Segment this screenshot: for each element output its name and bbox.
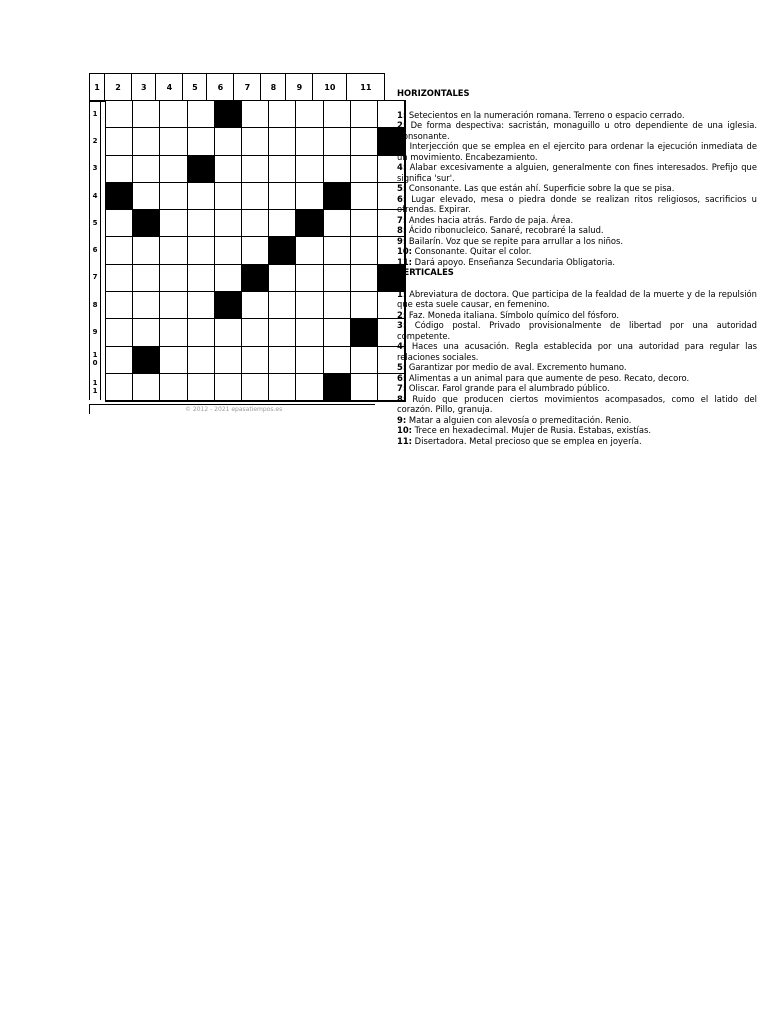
clue-text: Consonante. Quitar el color. — [412, 246, 532, 256]
vertical-clue-list — [397, 289, 757, 447]
clue-item — [397, 415, 757, 426]
clue-text: Ruido que producen ciertos movimientos acompasados, como el latido del corazón. Pillo, granuja. — [397, 393, 757, 414]
clue-item — [397, 341, 757, 362]
black-cell — [324, 374, 351, 401]
clue-number: 7: — [397, 214, 407, 225]
grid-cell[interactable] — [106, 210, 133, 237]
clue-number: 4: — [397, 341, 407, 351]
grid-cell[interactable] — [160, 156, 187, 183]
grid-cell[interactable] — [215, 156, 242, 183]
column-number: 2 — [105, 73, 132, 100]
copyright-text: © 2012 - 2021 epasatiempos.es — [185, 406, 283, 413]
clue-item — [397, 141, 757, 162]
grid-cell[interactable] — [296, 156, 323, 183]
grid-cell[interactable] — [324, 319, 351, 346]
row-number: 2 — [92, 136, 98, 145]
grid-cell[interactable] — [188, 183, 215, 210]
grid-cell[interactable] — [160, 210, 187, 237]
grid-cell[interactable] — [188, 210, 215, 237]
grid-cell[interactable] — [215, 347, 242, 374]
clue-item — [397, 236, 757, 247]
clue-number: 5: — [397, 362, 407, 372]
black-cell — [242, 265, 269, 292]
grid-cell[interactable] — [296, 237, 323, 264]
column-number: 9 — [286, 73, 313, 100]
clue-number: 5: — [397, 183, 407, 193]
grid-cell[interactable] — [160, 101, 187, 128]
grid-cell[interactable] — [269, 156, 296, 183]
grid-cell[interactable] — [296, 347, 323, 374]
clue-text: Garantizar por medio de aval. Excremento humano. — [406, 362, 627, 372]
grid-cell[interactable] — [351, 128, 378, 155]
grid-cell[interactable] — [351, 237, 378, 264]
column-number: 10 — [313, 73, 347, 100]
grid-cell[interactable] — [188, 374, 215, 401]
black-cell — [351, 319, 378, 346]
grid-cell[interactable] — [106, 101, 133, 128]
grid-cell[interactable] — [324, 237, 351, 264]
column-number: 6 — [207, 73, 234, 100]
grid-cell[interactable] — [242, 374, 269, 401]
clue-text: Código postal. Privado provisionalmente de libertad por una autoridad competente. — [397, 320, 757, 341]
grid-cell[interactable] — [296, 292, 323, 319]
grid-cell[interactable] — [351, 183, 378, 210]
column-number: 3 — [132, 73, 156, 100]
clue-text: Andes hacia atrás. Fardo de paja. Área. — [406, 214, 574, 225]
grid-cell[interactable] — [242, 156, 269, 183]
grid-cell[interactable] — [242, 319, 269, 346]
grid-cell[interactable] — [133, 128, 160, 155]
clue-number: 10: — [397, 246, 413, 256]
grid-cell[interactable] — [106, 128, 133, 155]
grid-cell[interactable] — [324, 292, 351, 319]
grid-cell[interactable] — [242, 210, 269, 237]
clue-item — [397, 194, 757, 215]
clue-item — [397, 183, 757, 194]
grid-cell[interactable] — [106, 292, 133, 319]
grid-cell[interactable] — [160, 183, 187, 210]
clue-item — [397, 373, 757, 384]
black-cell — [269, 237, 296, 264]
clue-number: 7: — [397, 383, 407, 393]
clue-text: Abreviatura de doctora. Que participa de la fealdad de la muerte y de la repulsión que esta suele causar, en femenino. — [397, 288, 757, 309]
clue-item — [397, 215, 757, 226]
clue-item — [397, 362, 757, 373]
grid-cell[interactable] — [242, 347, 269, 374]
black-cell — [215, 292, 242, 319]
clue-number: 11: — [397, 435, 413, 446]
grid-cell[interactable] — [324, 128, 351, 155]
row-number: 9 — [92, 328, 98, 337]
horizontal-clue-list — [397, 110, 757, 268]
clue-number: 10: — [397, 425, 413, 435]
grid-cell[interactable] — [296, 265, 323, 292]
grid-cell[interactable] — [133, 183, 160, 210]
grid-cell[interactable] — [106, 347, 133, 374]
grid-cell[interactable] — [324, 101, 351, 128]
grid-cell[interactable] — [106, 319, 133, 346]
grid-cell[interactable] — [160, 128, 187, 155]
grid-cell[interactable] — [351, 347, 378, 374]
grid-cell[interactable] — [106, 237, 133, 264]
grid-cell[interactable] — [133, 374, 160, 401]
grid-cell[interactable] — [242, 101, 269, 128]
row-number: 3 — [92, 164, 98, 173]
grid-cell[interactable] — [324, 265, 351, 292]
black-cell — [106, 183, 133, 210]
grid-cell[interactable] — [188, 292, 215, 319]
grid-cell[interactable] — [215, 237, 242, 264]
grid-cell[interactable] — [242, 292, 269, 319]
clue-item — [397, 310, 757, 321]
column-number: 4 — [156, 73, 183, 100]
clues-panel — [397, 88, 757, 446]
clue-item — [397, 257, 757, 268]
grid-cell[interactable] — [269, 210, 296, 237]
grid-cell[interactable] — [324, 210, 351, 237]
grid-cell[interactable] — [215, 319, 242, 346]
clue-number: 9: — [397, 414, 407, 425]
black-cell — [324, 183, 351, 210]
grid-cell[interactable] — [215, 128, 242, 155]
grid-cell[interactable] — [269, 374, 296, 401]
clue-text: Setecientos en la numeración romana. Terreno o espacio cerrado. — [406, 109, 685, 120]
row-number: 6 — [92, 246, 98, 255]
grid-cell[interactable] — [133, 101, 160, 128]
grid-cell[interactable] — [133, 319, 160, 346]
grid-cell[interactable] — [188, 265, 215, 292]
grid-cell[interactable] — [160, 347, 187, 374]
clue-text: Alimentas a un animal para que aumente de peso. Recato, decoro. — [406, 372, 690, 383]
grid-cell[interactable] — [269, 292, 296, 319]
row-number: 7 — [92, 273, 98, 282]
grid-footer — [89, 404, 375, 414]
row-number: 1 0 — [92, 351, 98, 368]
clue-number: 6: — [397, 372, 407, 383]
clue-number: 1: — [397, 109, 407, 120]
column-number: 1 — [89, 73, 105, 100]
row-number: 8 — [92, 300, 98, 309]
grid-cell[interactable] — [351, 210, 378, 237]
clue-text: Alabar excesivamente a alguien, generalmente con fines interesados. Prefijo que significa 'sur'. — [397, 162, 757, 183]
grid-cell[interactable] — [351, 292, 378, 319]
black-cell — [133, 347, 160, 374]
clue-item — [397, 162, 757, 183]
crossword-grid — [105, 100, 406, 402]
clue-text: Dará apoyo. Enseñanza Secundaria Obligatoria. — [412, 256, 616, 267]
grid-cell[interactable] — [188, 237, 215, 264]
clue-text: De forma despectiva: sacristán, monaguillo u otro dependiente de una iglesia. Consonante. — [397, 120, 757, 141]
grid-cell[interactable] — [215, 374, 242, 401]
clue-item — [397, 425, 757, 436]
grid-cell[interactable] — [215, 210, 242, 237]
black-cell — [296, 210, 323, 237]
grid-cell[interactable] — [269, 347, 296, 374]
clue-text: Trece en hexadecimal. Mujer de Rusia. Estabas, existías. — [412, 425, 652, 435]
grid-cell[interactable] — [351, 101, 378, 128]
clue-item — [397, 394, 757, 415]
grid-cell[interactable] — [351, 156, 378, 183]
grid-cell[interactable] — [269, 101, 296, 128]
horizontal-clues-title: HORIZONTALES — [397, 88, 470, 98]
clue-item — [397, 383, 757, 394]
clue-text: Lugar elevado, mesa o piedra donde se realizan ritos religiosos, sacrificios u ofrendas. Expirar. — [397, 193, 757, 214]
grid-cell[interactable] — [133, 237, 160, 264]
grid-cell[interactable] — [351, 265, 378, 292]
clue-text: Consonante. Las que están ahí. Superficie sobre la que se pisa. — [406, 183, 675, 193]
clue-text: Oliscar. Farol grande para el alumbrado público. — [406, 383, 610, 393]
grid-cell[interactable] — [269, 183, 296, 210]
clue-text: Ácido ribonucleico. Sanaré, recobraré la salud. — [406, 225, 604, 235]
grid-cell[interactable] — [215, 265, 242, 292]
row-number: 1 — [92, 109, 98, 118]
grid-cell[interactable] — [133, 156, 160, 183]
grid-cell[interactable] — [296, 374, 323, 401]
grid-cell[interactable] — [188, 319, 215, 346]
grid-cell[interactable] — [188, 101, 215, 128]
grid-cell[interactable] — [242, 237, 269, 264]
grid-cell[interactable] — [242, 183, 269, 210]
grid-cell[interactable] — [269, 128, 296, 155]
grid-cell[interactable] — [296, 183, 323, 210]
grid-cell[interactable] — [160, 237, 187, 264]
grid-cell[interactable] — [296, 128, 323, 155]
grid-cell[interactable] — [106, 156, 133, 183]
clue-number: 2: — [397, 309, 407, 320]
grid-cell[interactable] — [215, 183, 242, 210]
clue-item — [397, 436, 757, 447]
clue-number: 3: — [397, 320, 407, 330]
grid-cell[interactable] — [133, 265, 160, 292]
clue-number: 3: — [397, 141, 407, 151]
grid-cell[interactable] — [324, 347, 351, 374]
black-cell — [215, 101, 242, 128]
clue-number: 9: — [397, 235, 407, 246]
grid-cell[interactable] — [106, 374, 133, 401]
grid-cell[interactable] — [160, 319, 187, 346]
column-number: 8 — [261, 73, 286, 100]
clue-item — [397, 225, 757, 236]
black-cell — [133, 210, 160, 237]
clue-number: 11: — [397, 256, 413, 267]
clue-text: Interjección que se emplea en el ejercito para ordenar la ejecución inmediata de un movimiento. Encabezamiento. — [397, 141, 757, 162]
clue-item — [397, 320, 757, 341]
grid-cell[interactable] — [160, 292, 187, 319]
clue-item — [397, 246, 757, 257]
grid-cell[interactable] — [242, 128, 269, 155]
grid-cell[interactable] — [296, 101, 323, 128]
clue-item — [397, 110, 757, 121]
column-number: 5 — [183, 73, 207, 100]
grid-cell[interactable] — [188, 347, 215, 374]
grid-cell[interactable] — [188, 128, 215, 155]
clue-number: 4: — [397, 162, 407, 172]
black-cell — [188, 156, 215, 183]
clue-text: Haces una acusación. Regla establecida por una autoridad para regular las relaciones sociales. — [397, 341, 757, 362]
row-number: 4 — [92, 191, 98, 200]
clue-number: 8: — [397, 225, 407, 235]
clue-text: Matar a alguien con alevosía o premeditación. Renio. — [406, 414, 632, 425]
clue-text: Faz. Moneda italiana. Símbolo químico del fósforo. — [406, 309, 620, 320]
grid-cell[interactable] — [296, 319, 323, 346]
clue-number: 6: — [397, 193, 407, 204]
column-number-header — [89, 73, 385, 102]
grid-cell[interactable] — [106, 265, 133, 292]
grid-cell[interactable] — [269, 265, 296, 292]
vertical-clues-title: VERTICALES — [397, 267, 454, 277]
clue-number: 8: — [397, 393, 407, 404]
grid-cell[interactable] — [160, 265, 187, 292]
row-number: 5 — [92, 218, 98, 227]
row-number-column — [89, 100, 101, 400]
column-number: 7 — [234, 73, 261, 100]
clue-number: 2: — [397, 120, 407, 130]
column-number: 11 — [347, 73, 385, 100]
row-number: 1 1 — [92, 378, 98, 395]
clue-number: 1: — [397, 288, 407, 299]
clue-item — [397, 120, 757, 141]
grid-cell[interactable] — [133, 292, 160, 319]
grid-cell[interactable] — [324, 156, 351, 183]
grid-cell[interactable] — [269, 319, 296, 346]
grid-cell[interactable] — [351, 374, 378, 401]
clue-text: Disertadora. Metal precioso que se emplea en joyería. — [412, 435, 642, 446]
clue-item — [397, 289, 757, 310]
clue-text: Bailarín. Voz que se repite para arrullar a los niños. — [406, 235, 624, 246]
grid-cell[interactable] — [160, 374, 187, 401]
